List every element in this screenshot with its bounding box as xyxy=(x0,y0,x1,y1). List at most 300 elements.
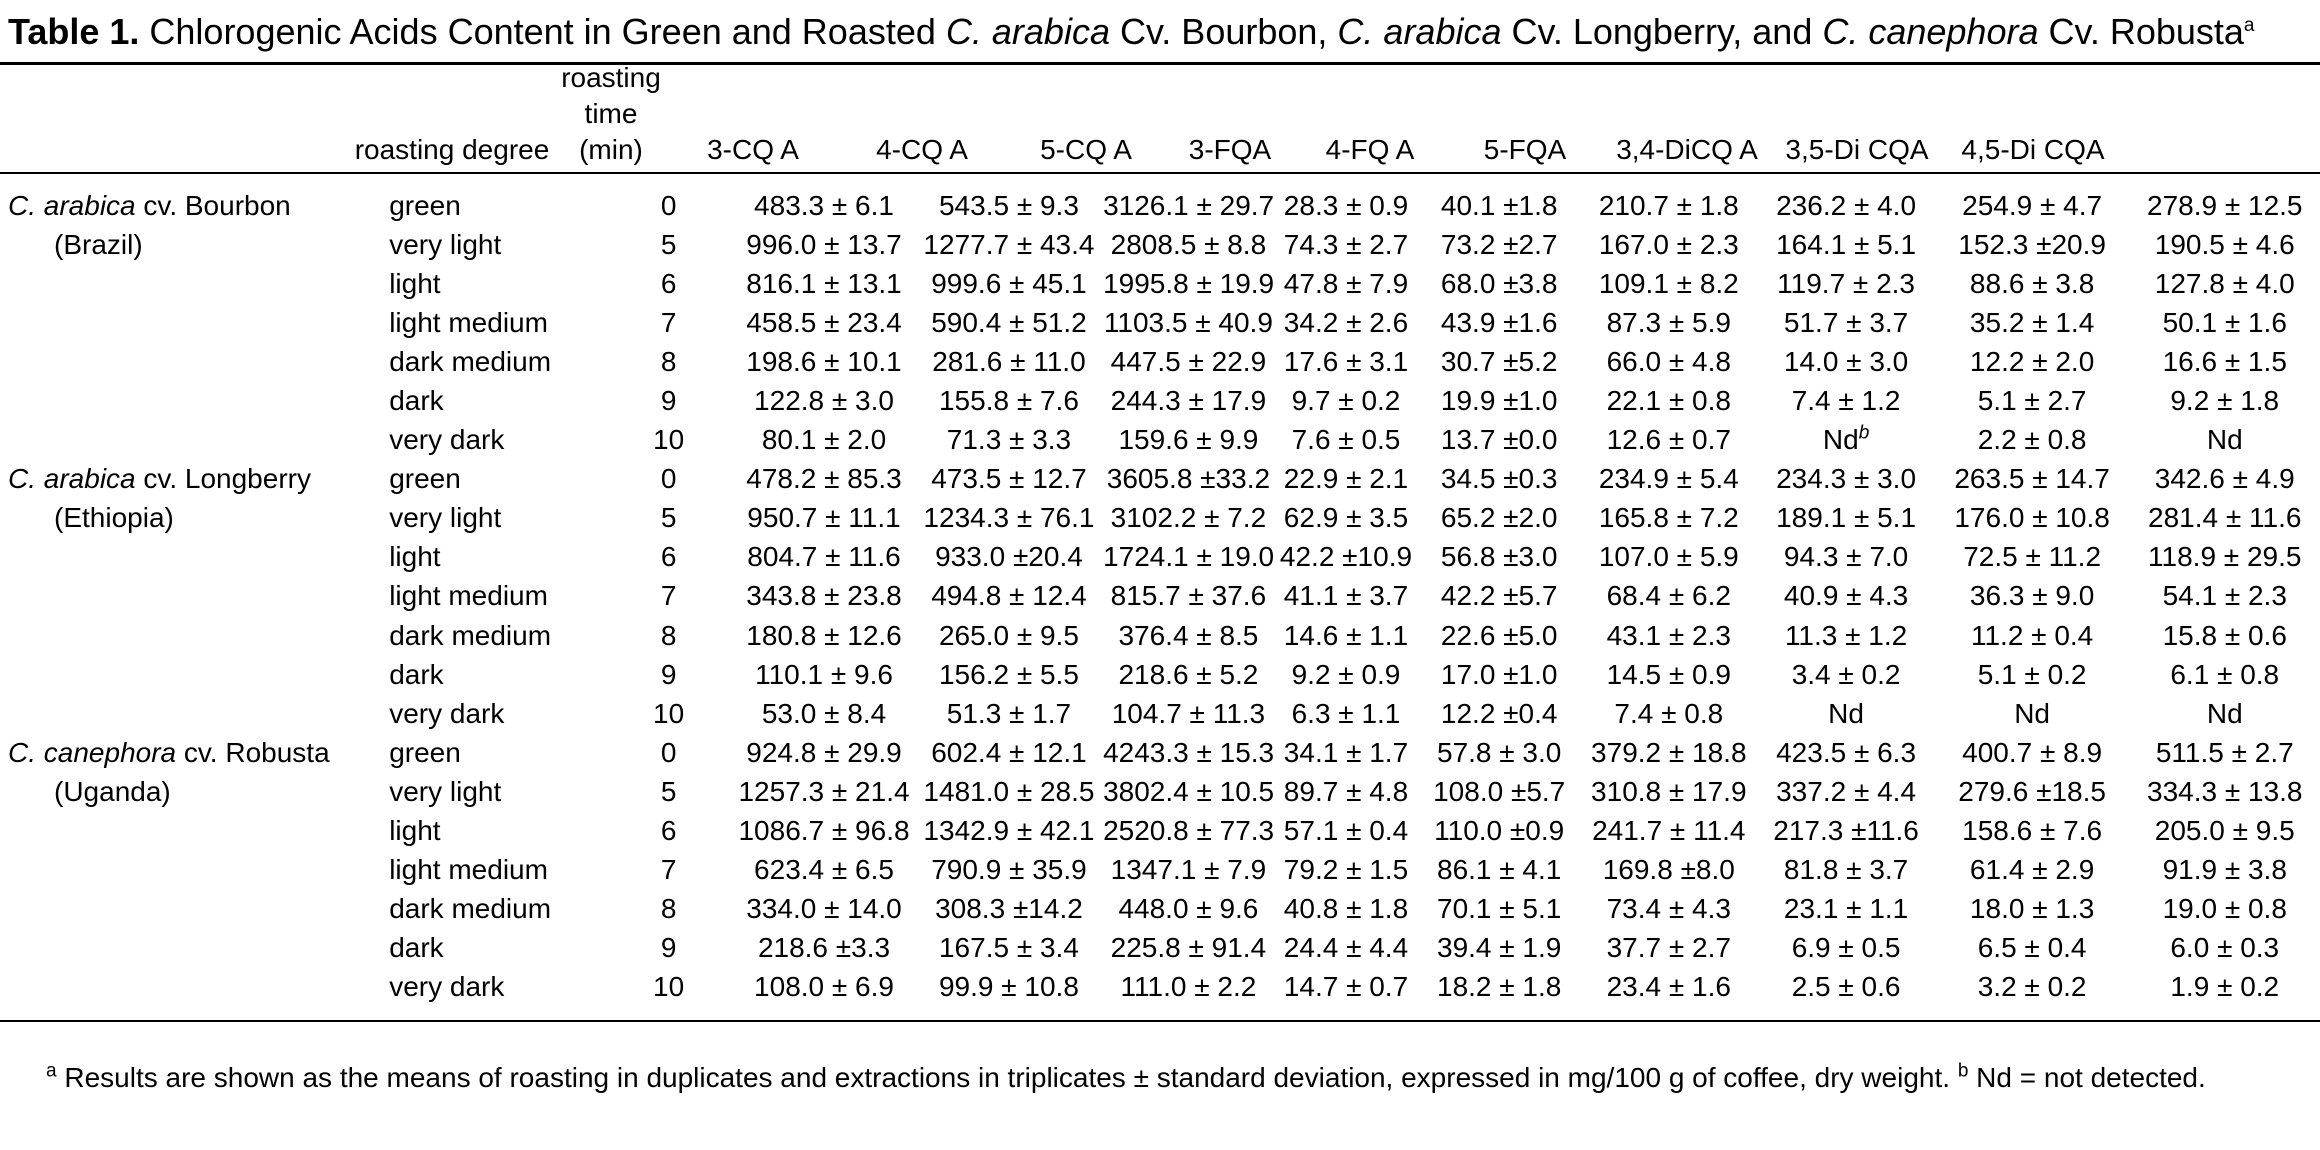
roasting-degree-cell: light xyxy=(389,814,441,846)
roasting-time-cell: 5 xyxy=(660,502,677,534)
value-cell xyxy=(1274,537,1418,576)
value-cell xyxy=(2130,264,2320,303)
value-cell xyxy=(733,225,915,264)
value-cell xyxy=(733,694,915,733)
value-cell xyxy=(1935,342,2130,381)
value-cell xyxy=(1103,342,1274,381)
value-text: 263.5 ± 14.7 xyxy=(1954,463,2110,495)
value-cell xyxy=(1418,655,1580,694)
column-header xyxy=(1946,92,2120,168)
value-text: 281.6 ± 11.0 xyxy=(932,346,1086,378)
value-cell xyxy=(1935,264,2130,303)
value-cell xyxy=(915,420,1103,459)
value-cell xyxy=(1580,733,1757,772)
value-cell xyxy=(1274,303,1418,342)
roasting-degree-cell: dark medium xyxy=(389,619,552,651)
value-cell xyxy=(1103,576,1274,615)
value-cell xyxy=(1418,459,1580,498)
roasting-degree-cell: very light xyxy=(389,502,502,534)
value-text: 51.3 ± 1.7 xyxy=(946,697,1072,729)
cultivar-name: cv. Bourbon xyxy=(135,190,291,221)
value-cell xyxy=(1103,694,1274,733)
value-cell xyxy=(1580,616,1757,655)
value-text: 1342.9 ± 42.1 xyxy=(923,814,1095,846)
roasting-time-cell: 5 xyxy=(660,775,677,807)
value-text: 118.9 ± 29.5 xyxy=(2148,541,2302,573)
value-cell xyxy=(2130,772,2320,811)
value-cell xyxy=(733,928,915,967)
value-text: 473.5 ± 12.7 xyxy=(931,463,1087,495)
column-header xyxy=(1768,92,1946,168)
value-text: Nd xyxy=(2206,424,2243,456)
value-cell xyxy=(1103,303,1274,342)
column-header xyxy=(552,62,670,168)
value-text: 22.1 ± 0.8 xyxy=(1606,385,1731,417)
value-text: Nd xyxy=(2206,697,2243,729)
value-cell xyxy=(1935,889,2130,928)
value-text: 218.6 ±3.3 xyxy=(757,931,891,963)
value-text: 40.1 ±1.8 xyxy=(1440,190,1558,222)
value-cell xyxy=(1274,811,1418,850)
value-text: 16.6 ± 1.5 xyxy=(2162,346,2287,378)
value-cell xyxy=(733,459,915,498)
value-text: 12.2 ±0.4 xyxy=(1440,697,1558,729)
value-cell xyxy=(1935,420,2130,459)
value-text: 56.8 ±3.0 xyxy=(1440,541,1558,573)
value-cell xyxy=(915,733,1103,772)
roasting-degree-cell: very dark xyxy=(389,424,505,456)
value-text: 265.0 ± 9.5 xyxy=(938,619,1079,651)
value-cell xyxy=(1580,537,1757,576)
value-text: 68.0 ±3.8 xyxy=(1440,268,1558,300)
value-text: 225.8 ± 91.4 xyxy=(1110,931,1267,963)
value-text: 91.9 ± 3.8 xyxy=(2162,853,2287,885)
value-text: 71.3 ± 3.3 xyxy=(946,424,1072,456)
value-cell xyxy=(1103,811,1274,850)
table-title xyxy=(149,11,2244,52)
roasting-degree-cell: dark xyxy=(389,658,444,690)
value-text: 4243.3 ± 15.3 xyxy=(1103,736,1275,768)
roasting-time-cell: 10 xyxy=(653,970,685,1002)
value-cell xyxy=(1935,225,2130,264)
value-cell xyxy=(915,889,1103,928)
value-cell xyxy=(2130,303,2320,342)
value-cell xyxy=(1418,616,1580,655)
origin-label: (Uganda) xyxy=(54,775,171,807)
value-text: 86.1 ± 4.1 xyxy=(1437,853,1562,885)
value-text: 379.2 ± 18.8 xyxy=(1591,736,1747,768)
value-cell xyxy=(2130,459,2320,498)
value-cell xyxy=(1757,616,1934,655)
value-text: 483.3 ± 6.1 xyxy=(754,190,894,222)
value-text: 158.6 ± 7.6 xyxy=(1962,814,2103,846)
column-header-label: 5-FQA xyxy=(1483,134,1567,165)
value-text: 1481.0 ± 28.5 xyxy=(923,775,1095,807)
table-label: Table 1. xyxy=(8,11,140,52)
value-cell xyxy=(1418,850,1580,889)
value-cell xyxy=(1580,811,1757,850)
value-cell xyxy=(2130,420,2320,459)
value-cell xyxy=(1580,928,1757,967)
value-text: 111.0 ± 2.2 xyxy=(1120,970,1257,1002)
value-cell xyxy=(2130,889,2320,928)
value-text: 169.8 ±8.0 xyxy=(1602,853,1735,885)
value-text: 167.5 ± 3.4 xyxy=(938,931,1079,963)
roasting-time-cell: 5 xyxy=(660,229,677,261)
value-text: 623.4 ± 6.5 xyxy=(754,853,894,885)
value-text: 24.4 ± 4.4 xyxy=(1283,931,1409,963)
value-cell xyxy=(1935,381,2130,420)
value-text: 14.5 ± 0.9 xyxy=(1606,658,1731,690)
origin-label: (Ethiopia) xyxy=(54,502,174,534)
value-text: 15.8 ± 0.6 xyxy=(2162,619,2287,651)
value-cell xyxy=(1935,967,2130,1006)
roasting-time-cell: 9 xyxy=(660,385,677,417)
value-cell xyxy=(915,967,1103,1006)
value-cell xyxy=(1935,537,2130,576)
roasting-time-cell: 9 xyxy=(660,658,677,690)
value-text: 1086.7 ± 96.8 xyxy=(738,814,910,846)
value-cell xyxy=(1103,889,1274,928)
table-footnote xyxy=(8,1058,2312,1098)
value-cell xyxy=(1274,694,1418,733)
value-cell xyxy=(2130,694,2320,733)
roasting-time-cell: 7 xyxy=(660,580,677,612)
value-text: 205.0 ± 9.5 xyxy=(2154,814,2295,846)
value-text: 218.6 ± 5.2 xyxy=(1118,658,1259,690)
value-cell xyxy=(1580,694,1757,733)
value-cell xyxy=(1580,850,1757,889)
footnote-a-text: Results are shown as the means of roasting in duplicates and extractions in triplicates ± standard deviation, expressed in mg/100 g of coffee, dry weight. xyxy=(64,1062,1951,1093)
roasting-time-cell: 10 xyxy=(653,424,685,456)
value-cell xyxy=(915,303,1103,342)
value-cell xyxy=(1274,850,1418,889)
value-text: 7.4 ± 0.8 xyxy=(1614,697,1724,729)
value-text: 74.3 ± 2.7 xyxy=(1283,229,1409,261)
cultivar-name: cv. Robusta xyxy=(176,736,330,768)
value-cell xyxy=(915,694,1103,733)
value-text: 6.9 ± 0.5 xyxy=(1791,931,1901,963)
value-cell xyxy=(733,772,915,811)
caption-part: C. arabica xyxy=(1337,11,1502,52)
value-text: 51.7 ± 3.7 xyxy=(1783,307,1909,339)
value-text: 310.8 ± 17.9 xyxy=(1591,775,1747,807)
value-text: 47.8 ± 7.9 xyxy=(1283,268,1409,300)
value-text: 447.5 ± 22.9 xyxy=(1110,346,1267,378)
column-header xyxy=(1296,92,1444,168)
value-text: 11.3 ± 1.2 xyxy=(1784,619,1908,651)
value-text: 281.4 ± 11.6 xyxy=(2148,502,2302,534)
value-cell xyxy=(1274,772,1418,811)
value-text: 22.6 ±5.0 xyxy=(1440,619,1558,651)
value-text: 602.4 ± 12.1 xyxy=(931,736,1087,768)
value-cell xyxy=(1935,186,2130,225)
value-text: 1277.7 ± 43.4 xyxy=(923,229,1095,261)
value-text: 241.7 ± 11.4 xyxy=(1592,814,1746,846)
value-text: 6.3 ± 1.1 xyxy=(1291,697,1401,729)
roasting-time-cell: 8 xyxy=(660,619,677,651)
value-text: 590.4 ± 51.2 xyxy=(931,307,1087,339)
roasting-degree-cell: light xyxy=(389,541,441,573)
value-text: 3126.1 ± 29.7 xyxy=(1103,190,1275,222)
value-cell xyxy=(1103,459,1274,498)
value-cell xyxy=(915,498,1103,537)
column-header-label: 4,5-Di CQA xyxy=(1961,134,2105,165)
value-text: 176.0 ± 10.8 xyxy=(1954,502,2110,534)
value-text: 254.9 ± 4.7 xyxy=(1962,190,2103,222)
value-text: 54.1 ± 2.3 xyxy=(2162,580,2287,612)
value-text: 2520.8 ± 77.3 xyxy=(1103,814,1275,846)
value-cell xyxy=(1103,772,1274,811)
value-text: 543.5 ± 9.3 xyxy=(938,190,1079,222)
value-text: 478.2 ± 85.3 xyxy=(746,463,902,495)
value-text: 23.4 ± 1.6 xyxy=(1606,970,1731,1002)
value-text: 279.6 ±18.5 xyxy=(1958,775,2106,807)
caption-footnote-mark: a xyxy=(2243,15,2255,36)
value-cell xyxy=(1274,655,1418,694)
value-text: 108.0 ± 6.9 xyxy=(754,970,894,1002)
value-cell xyxy=(1274,616,1418,655)
value-cell xyxy=(1274,733,1418,772)
column-header-label: roasting time (min) xyxy=(561,62,661,165)
caption-part: Cv. Robusta xyxy=(2038,11,2244,52)
value-text: 159.6 ± 9.9 xyxy=(1118,424,1259,456)
value-cell xyxy=(1757,733,1934,772)
value-cell xyxy=(915,381,1103,420)
value-cell xyxy=(1935,772,2130,811)
top-rule xyxy=(0,62,2320,65)
origin-label: (Brazil) xyxy=(54,229,143,260)
value-cell xyxy=(733,342,915,381)
column-header-label: roasting degree xyxy=(354,134,550,165)
value-cell xyxy=(1418,303,1580,342)
value-cell xyxy=(1103,928,1274,967)
value-cell xyxy=(2130,655,2320,694)
value-text: 165.8 ± 7.2 xyxy=(1598,502,1739,534)
value-text: 12.6 ± 0.7 xyxy=(1606,424,1731,456)
value-cell xyxy=(1580,772,1757,811)
value-text: 7.4 ± 1.2 xyxy=(1791,385,1901,417)
value-text: 494.8 ± 12.4 xyxy=(931,580,1087,612)
value-text: 3.2 ± 0.2 xyxy=(1977,970,2087,1002)
value-text: 89.7 ± 4.8 xyxy=(1283,775,1409,807)
roasting-time-cell: 0 xyxy=(660,190,677,222)
value-text: 22.9 ± 2.1 xyxy=(1283,463,1409,495)
value-text: 65.2 ±2.0 xyxy=(1440,502,1558,534)
column-header-label: 3-CQ A xyxy=(707,134,799,165)
value-cell xyxy=(1935,811,2130,850)
value-text: 334.0 ± 14.0 xyxy=(746,892,902,924)
value-cell xyxy=(2130,967,2320,1006)
value-cell xyxy=(733,616,915,655)
value-cell xyxy=(1274,576,1418,615)
value-text: 127.8 ± 4.0 xyxy=(2154,268,2295,300)
value-text: 448.0 ± 9.6 xyxy=(1118,892,1259,924)
roasting-degree-cell: dark xyxy=(389,385,444,417)
value-cell xyxy=(1757,186,1934,225)
value-cell xyxy=(1935,459,2130,498)
value-cell xyxy=(915,225,1103,264)
species-cell xyxy=(0,733,385,1006)
value-text: 61.4 ± 2.9 xyxy=(1969,853,2095,885)
value-text: 933.0 ±20.4 xyxy=(935,541,1083,573)
value-cell xyxy=(733,576,915,615)
value-cell xyxy=(1757,576,1934,615)
value-cell xyxy=(2130,225,2320,264)
value-cell xyxy=(1103,733,1274,772)
value-cell xyxy=(1757,303,1934,342)
roasting-time-cell: 0 xyxy=(660,463,677,495)
value-text: 68.4 ± 6.2 xyxy=(1606,580,1731,612)
value-text: 72.5 ± 11.2 xyxy=(1963,541,2102,573)
value-text: 189.1 ± 5.1 xyxy=(1776,502,1917,534)
value-text: 88.6 ± 3.8 xyxy=(1969,268,2095,300)
value-text: 18.2 ± 1.8 xyxy=(1437,970,1562,1002)
value-cell xyxy=(1103,186,1274,225)
value-cell xyxy=(1274,967,1418,1006)
value-cell xyxy=(1418,537,1580,576)
value-cell xyxy=(1757,537,1934,576)
value-text: 337.2 ± 4.4 xyxy=(1776,775,1917,807)
table-body xyxy=(0,186,2320,1006)
value-text: 14.0 ± 3.0 xyxy=(1783,346,1909,378)
value-text: 11.2 ± 0.4 xyxy=(1970,619,2094,651)
value-text: 190.5 ± 4.6 xyxy=(2154,229,2295,261)
value-cell xyxy=(1103,537,1274,576)
table-caption xyxy=(8,6,2312,58)
value-text: 99.9 ± 10.8 xyxy=(938,970,1079,1002)
value-cell xyxy=(733,537,915,576)
value-cell xyxy=(1580,655,1757,694)
value-text: 43.1 ± 2.3 xyxy=(1606,619,1731,651)
value-text: 1347.1 ± 7.9 xyxy=(1110,853,1267,885)
roasting-degree-cell: light xyxy=(389,268,441,300)
value-text: 30.7 ±5.2 xyxy=(1440,346,1558,378)
value-text: 94.3 ± 7.0 xyxy=(1783,541,1909,573)
value-text: 334.3 ± 13.8 xyxy=(2147,775,2303,807)
value-text: 6.1 ± 0.8 xyxy=(2170,658,2280,690)
value-cell xyxy=(1580,576,1757,615)
value-cell xyxy=(1757,694,1934,733)
value-cell xyxy=(1274,342,1418,381)
value-cell xyxy=(1418,498,1580,537)
value-text: 816.1 ± 13.1 xyxy=(746,268,902,300)
column-header-label: 4-CQ A xyxy=(876,134,968,165)
roasting-degree-cell: very dark xyxy=(389,697,505,729)
table-header xyxy=(0,62,2320,168)
value-cell xyxy=(733,186,915,225)
value-cell xyxy=(1418,967,1580,1006)
value-cell xyxy=(1935,928,2130,967)
value-cell xyxy=(1580,225,1757,264)
value-text: 400.7 ± 8.9 xyxy=(1962,736,2103,768)
value-cell xyxy=(1580,420,1757,459)
value-text: 17.6 ± 3.1 xyxy=(1283,346,1409,378)
value-text: Nd xyxy=(1822,424,1859,456)
value-text: 1724.1 ± 19.0 xyxy=(1103,541,1275,573)
value-cell xyxy=(1418,264,1580,303)
value-text: 43.9 ±1.6 xyxy=(1440,307,1558,339)
table-row xyxy=(0,186,2320,225)
value-text: 950.7 ± 11.1 xyxy=(747,502,901,534)
value-cell xyxy=(1418,928,1580,967)
value-text: 423.5 ± 6.3 xyxy=(1776,736,1917,768)
value-cell xyxy=(915,186,1103,225)
value-text: 53.0 ± 8.4 xyxy=(761,697,887,729)
value-text: 50.1 ± 1.6 xyxy=(2162,307,2287,339)
value-text: 7.6 ± 0.5 xyxy=(1291,424,1401,456)
value-cell xyxy=(1580,264,1757,303)
value-text: 458.5 ± 23.4 xyxy=(746,307,902,339)
value-text: 57.8 ± 3.0 xyxy=(1437,736,1562,768)
value-text: 14.6 ± 1.1 xyxy=(1283,619,1409,651)
value-text: 62.9 ± 3.5 xyxy=(1283,502,1409,534)
value-cell xyxy=(1103,655,1274,694)
value-text: 23.1 ± 1.1 xyxy=(1783,892,1909,924)
value-text: 37.7 ± 2.7 xyxy=(1606,931,1731,963)
value-text: 278.9 ± 12.5 xyxy=(2147,190,2303,222)
value-text: Nd xyxy=(2014,697,2050,729)
value-cell xyxy=(1757,928,1934,967)
value-text: 104.7 ± 11.3 xyxy=(1111,697,1266,729)
value-text: 34.1 ± 1.7 xyxy=(1283,736,1409,768)
roasting-time-cell: 6 xyxy=(660,541,677,573)
species-cell xyxy=(0,186,385,459)
value-cell xyxy=(1103,381,1274,420)
value-cell xyxy=(1274,889,1418,928)
value-cell xyxy=(1580,967,1757,1006)
value-text: 152.3 ±20.9 xyxy=(1958,229,2106,261)
value-cell xyxy=(733,967,915,1006)
species-name: C. canephora xyxy=(8,736,177,768)
bottom-rule xyxy=(0,1020,2320,1022)
value-cell xyxy=(1418,694,1580,733)
column-header-label: 3,4-DiCQ A xyxy=(1616,134,1758,165)
value-text: 19.9 ±1.0 xyxy=(1440,385,1558,417)
value-text: 234.3 ± 3.0 xyxy=(1776,463,1917,495)
roasting-time-cell: 7 xyxy=(660,307,677,339)
value-cell xyxy=(1757,655,1934,694)
value-text: 110.0 ±0.9 xyxy=(1434,814,1565,846)
value-cell xyxy=(1418,733,1580,772)
roasting-degree-cell: light medium xyxy=(389,580,548,612)
value-cell xyxy=(1580,498,1757,537)
roasting-time-cell: 0 xyxy=(660,736,677,768)
value-text: 42.2 ±5.7 xyxy=(1440,580,1558,612)
value-cell xyxy=(1418,186,1580,225)
value-text: 1234.3 ± 76.1 xyxy=(923,502,1095,534)
roasting-degree-cell: dark medium xyxy=(389,346,552,378)
value-text: 119.7 ± 2.3 xyxy=(1777,268,1915,300)
species-name: C. arabica xyxy=(8,463,136,495)
value-text: 87.3 ± 5.9 xyxy=(1606,307,1731,339)
value-cell xyxy=(1418,576,1580,615)
value-cell xyxy=(1580,186,1757,225)
roasting-degree-cell: very dark xyxy=(389,970,505,1002)
value-text: 34.2 ± 2.6 xyxy=(1283,307,1409,339)
value-text: 804.7 ± 11.6 xyxy=(747,541,901,573)
value-cell xyxy=(1274,420,1418,459)
value-cell xyxy=(733,811,915,850)
value-cell xyxy=(733,303,915,342)
value-cell xyxy=(1757,225,1934,264)
value-cell xyxy=(915,616,1103,655)
value-cell xyxy=(1935,655,2130,694)
value-cell xyxy=(1757,264,1934,303)
value-cell xyxy=(1418,811,1580,850)
roasting-degree-cell: green xyxy=(389,190,461,222)
value-cell xyxy=(1935,576,2130,615)
